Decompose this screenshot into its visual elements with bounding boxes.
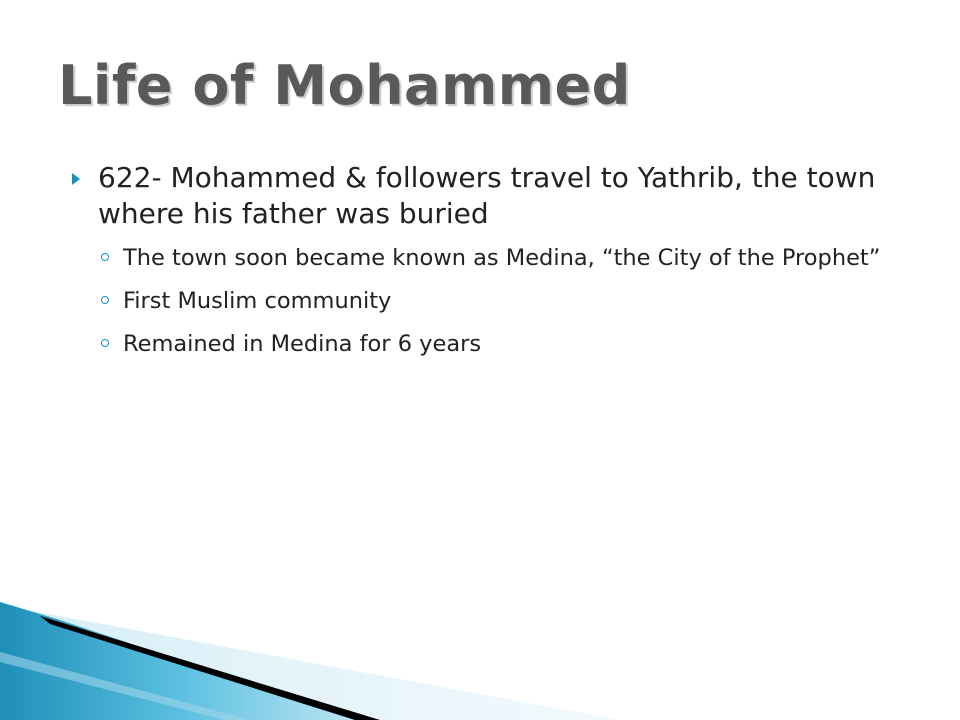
sub-bullet-text: First Muslim community: [123, 288, 392, 314]
bullet-item: [68, 160, 928, 232]
triangle-bullet-icon: [72, 173, 80, 185]
circle-bullet-icon: [101, 253, 109, 261]
sub-bullet-list: [68, 244, 928, 358]
sub-bullet-item: [68, 287, 928, 315]
slide-content: [68, 160, 928, 373]
sub-bullet-item: [68, 244, 928, 272]
decorative-swoosh: [0, 600, 960, 720]
bullet-text: 622- Mohammed & followers travel to Yathrib, the town where his father was buried: [98, 161, 876, 230]
circle-bullet-icon: [101, 339, 109, 347]
sub-bullet-item: [68, 330, 928, 358]
sub-bullet-text: Remained in Medina for 6 years: [123, 331, 482, 357]
sub-bullet-text: The town soon became known as Medina, “the City of the Prophet”: [123, 245, 881, 271]
slide-title: Life of Mohammed: [58, 54, 631, 117]
circle-bullet-icon: [101, 296, 109, 304]
